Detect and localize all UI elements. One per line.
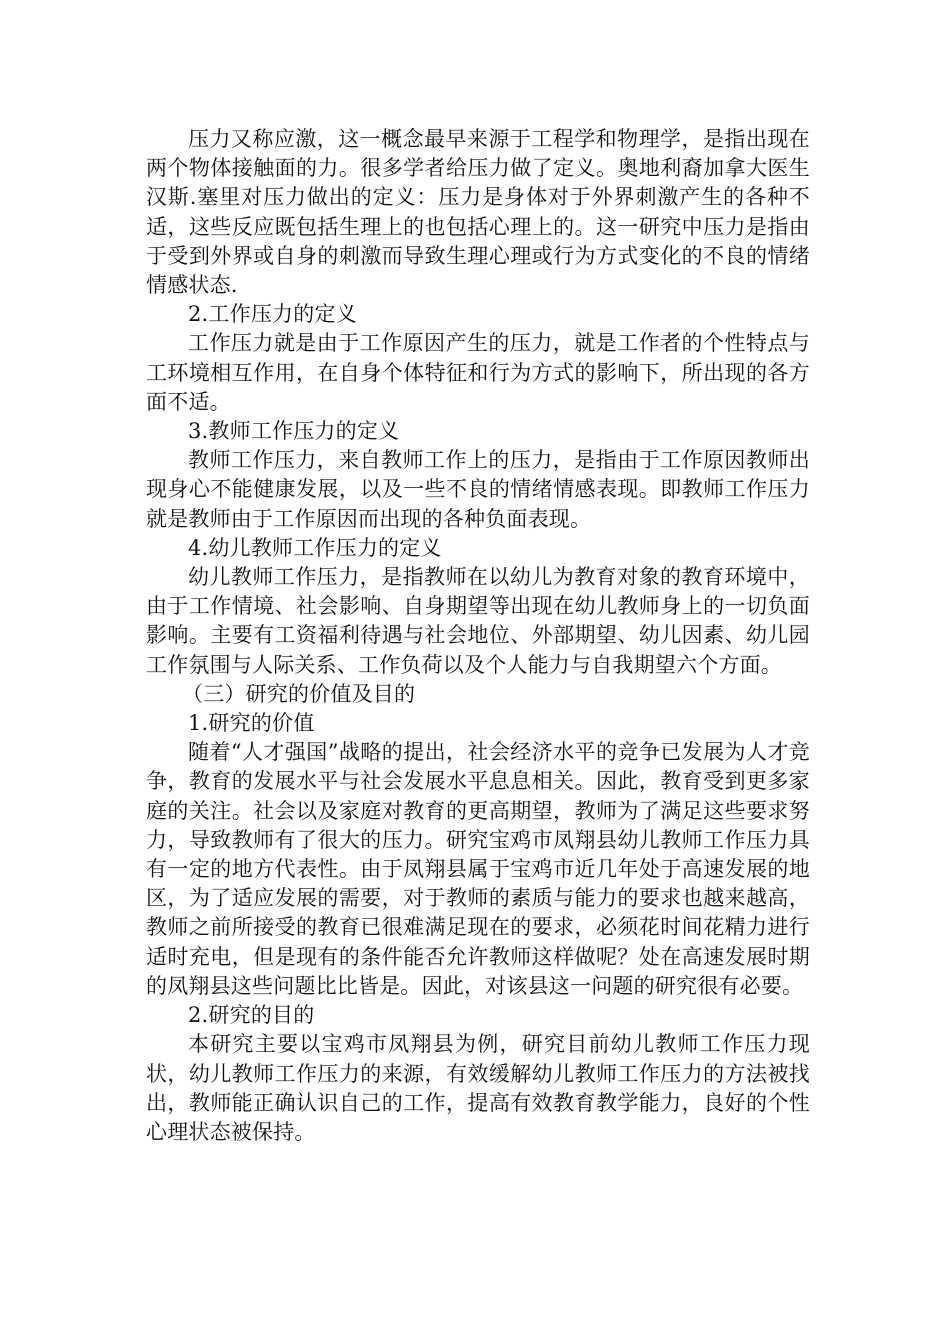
heading-research-purpose: 2.研究的目的	[188, 1003, 315, 1028]
heading-kindergarten-teacher-stress-definition: 4.幼儿教师工作压力的定义	[188, 535, 442, 560]
heading-work-stress-definition: 2.工作压力的定义	[188, 302, 357, 327]
section-heading-value-and-purpose: （三）研究的价值及目的	[182, 681, 416, 706]
paragraph-research-value: 随着“人才强国”战略的提出，社会经济水平的竞争已发展为人才竞争，教育的发展水平与社会发展水平息息相关。因此，教育受到更多家庭的关注。社会以及家庭对教育的更高期望，教师为了满足这些要求努力，导致教师有了很大的压力。研究宝鸡市凤翔县幼儿教师工作压力具有一定的地方代表性。由于凤翔县属于宝鸡市近几年处于高速发展的地区，为了适应发展的需要，对于教师的素质与能力的要求也越来越高，教师之前所接受的教育已很难满足现在的要求，必须花时间花精力进行适时充电，但是现有的条件能否允许教师这样做呢？处在高速发展时期的凤翔县这些问题比比皆是。因此，对该县这一问题的研究很有必要。	[146, 740, 810, 998]
paragraph-stress-definition: 压力又称应激，这一概念最早来源于工程学和物理学，是指出现在两个物体接触面的力。很多学者给压力做了定义。奥地利裔加拿大医生汉斯.塞里对压力做出的定义：压力是身体对于外界刺激产生的各种不适，这些反应既包括生理上的也包括心理上的。这一研究中压力是指由于受到外界或自身的刺激而导致生理心理或行为方式变化的不良的情绪情感状态.	[146, 127, 810, 298]
document-body	[146, 125, 810, 1147]
paragraph-kindergarten-teacher-stress: 幼儿教师工作压力，是指教师在以幼儿为教育对象的教育环境中，由于工作情境、社会影响、自身期望等出现在幼儿教师身上的一切负面影响。主要有工资福利待遇与社会地位、外部期望、幼儿因素、幼儿园工作氛围与人际关系、工作负荷以及个人能力与自我期望六个方面。	[146, 565, 810, 677]
paragraph-work-stress: 工作压力就是由于工作原因产生的压力，就是工作者的个性特点与工环境相互作用，在自身个体特征和行为方式的影响下，所出现的各方面不适。	[146, 331, 810, 414]
heading-teacher-stress-definition: 3.教师工作压力的定义	[188, 419, 400, 444]
paragraph-research-purpose: 本研究主要以宝鸡市凤翔县为例，研究目前幼儿教师工作压力现状，幼儿教师工作压力的来源，有效缓解幼儿教师工作压力的方法被找出，教师能正确认识自己的工作，提高有效教育教学能力，良好的个性心理状态被保持。	[146, 1032, 810, 1144]
heading-research-value: 1.研究的价值	[188, 711, 315, 736]
paragraph-teacher-stress: 教师工作压力，来自教师工作上的压力，是指由于工作原因教师出现身心不能健康发展，以及一些不良的情绪情感表现。即教师工作压力就是教师由于工作原因而出现的各种负面表现。	[146, 448, 810, 531]
